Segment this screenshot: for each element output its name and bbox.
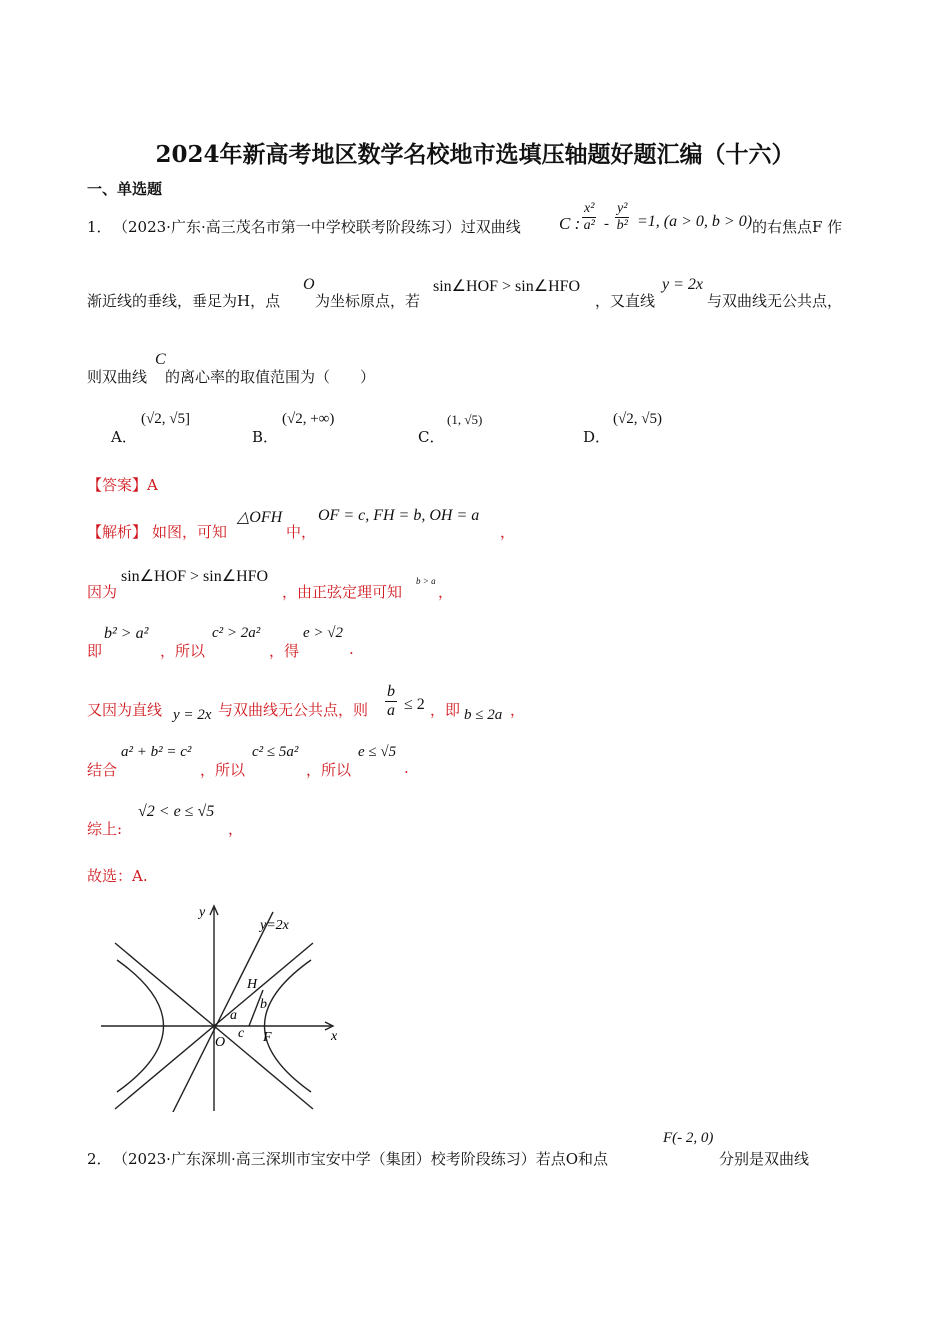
side-c-label: c	[238, 1026, 245, 1041]
option-c-value: (1, √5)	[447, 412, 483, 427]
analysis-text: .	[404, 759, 409, 777]
analysis-conclusion: 故选：A.	[87, 867, 148, 885]
inequality-le: ≤ 2	[404, 696, 425, 713]
analysis-text: 综上:	[87, 820, 123, 838]
option-d-label: D．	[583, 428, 611, 446]
question-text: 渐近线的垂线，垂足为H，点	[87, 292, 281, 310]
side-lengths: OF = c, FH = b, OH = a	[318, 507, 480, 524]
fraction-numerator: b	[387, 683, 395, 700]
point-f: F(- 2, 0)	[663, 1130, 714, 1146]
side-a-label: a	[230, 1008, 237, 1023]
pythagorean-relation: a² + b² = c²	[121, 744, 192, 760]
fraction-y	[615, 202, 629, 233]
question-text: 为坐标原点，若	[315, 292, 421, 310]
minus-sign: -	[604, 216, 609, 232]
analysis-text: 中，	[286, 523, 317, 541]
analysis-text: ，即	[430, 701, 461, 719]
x-axis-label: x	[331, 1029, 338, 1044]
point-o: O	[303, 276, 315, 293]
fraction-numerator: y²	[617, 201, 628, 216]
analysis-text: .	[349, 640, 354, 658]
analysis-text: ，	[438, 583, 454, 601]
option-c-label: C．	[418, 428, 445, 446]
section-heading: 一、单选题	[87, 180, 163, 198]
page-title: 2024年新高考地区数学名校地市选填压轴题好题汇编（十六）	[155, 141, 795, 168]
analysis-text: ，	[510, 701, 526, 719]
line-label: y=2x	[260, 918, 289, 933]
analysis-text: 结合	[87, 761, 118, 779]
y-axis-label: y	[199, 905, 206, 920]
question-text: 则双曲线	[87, 368, 148, 386]
fraction-x	[582, 202, 596, 233]
inequality-b2-a2: b² > a²	[104, 625, 149, 642]
point-f-label: F	[263, 1030, 272, 1045]
question-text: 分别是双曲线	[719, 1150, 810, 1168]
analysis-text: ，所以	[160, 642, 206, 660]
analysis-text: ，由正弦定理可知	[282, 583, 403, 601]
analysis-text: 又因为直线	[87, 701, 163, 719]
question-source: （2023·广东·高三茂名市第一中学校联考阶段练习）过双曲线	[113, 218, 521, 236]
analysis-text: 因为	[87, 583, 118, 601]
analysis-text: ，所以	[306, 761, 352, 779]
curve-name: C :	[559, 214, 581, 233]
fraction-numerator: x²	[584, 201, 595, 216]
sine-condition: sin∠HOF > sin∠HFO	[121, 568, 269, 585]
fraction-denominator: a	[387, 702, 395, 719]
inequality-b-2a: b ≤ 2a	[464, 707, 503, 723]
inequality-e-lower: e > √2	[303, 625, 344, 641]
equation-condition: =1, (a > 0, b > 0)	[637, 213, 753, 230]
option-b-label: B．	[252, 428, 279, 446]
analysis-text: 如图，可知	[152, 523, 228, 541]
inequality-c2: c² > 2a²	[212, 625, 261, 641]
inequality-b-a: b > a	[416, 576, 436, 586]
origin-label: O	[215, 1035, 226, 1050]
question-number: 2．	[87, 1150, 112, 1168]
inequality-c2-5a2: c² ≤ 5a²	[252, 744, 299, 760]
question-text: 的离心率的取值范围为（ ）	[165, 368, 376, 386]
question-text: ，又直线	[595, 292, 656, 310]
option-b-value: (√2, +∞)	[282, 411, 335, 427]
analysis-text: 与双曲线无公共点，则	[218, 701, 369, 719]
analysis-text: ，	[228, 820, 244, 838]
question-text: 的右焦点F 作	[752, 218, 843, 236]
fraction-b-over-a	[385, 684, 397, 719]
curve-name: C	[155, 351, 166, 368]
option-a-label: A．	[111, 428, 137, 446]
question-text: 与双曲线无公共点，	[707, 292, 843, 310]
option-d-value: (√2, √5)	[613, 411, 662, 427]
line-equation: y = 2x	[173, 707, 212, 723]
fraction-denominator: b²	[616, 218, 628, 233]
final-range: √2 < e ≤ √5	[138, 803, 215, 820]
side-b-label: b	[260, 997, 267, 1012]
analysis-text: ，	[500, 523, 516, 541]
analysis-text: ，所以	[200, 761, 246, 779]
analysis-text: 即	[87, 642, 103, 660]
question-source: （2023·广东深圳·高三深圳市宝安中学（集团）校考阶段练习）若点O和点	[113, 1150, 609, 1168]
analysis-text: ，得	[269, 642, 300, 660]
option-a-value: (√2, √5]	[141, 411, 190, 427]
question-number: 1．	[87, 218, 112, 236]
triangle-ofh: △OFH	[237, 509, 283, 526]
hyperbola-figure	[95, 898, 355, 1112]
sine-condition: sin∠HOF > sin∠HFO	[433, 278, 581, 295]
fraction-denominator: a²	[583, 218, 595, 233]
line-equation: y = 2x	[662, 276, 703, 293]
inequality-e-upper: e ≤ √5	[358, 744, 397, 760]
point-h-label: H	[247, 977, 258, 992]
answer-label: 【答案】A	[87, 476, 158, 494]
analysis-label: 【解析】	[87, 523, 148, 541]
